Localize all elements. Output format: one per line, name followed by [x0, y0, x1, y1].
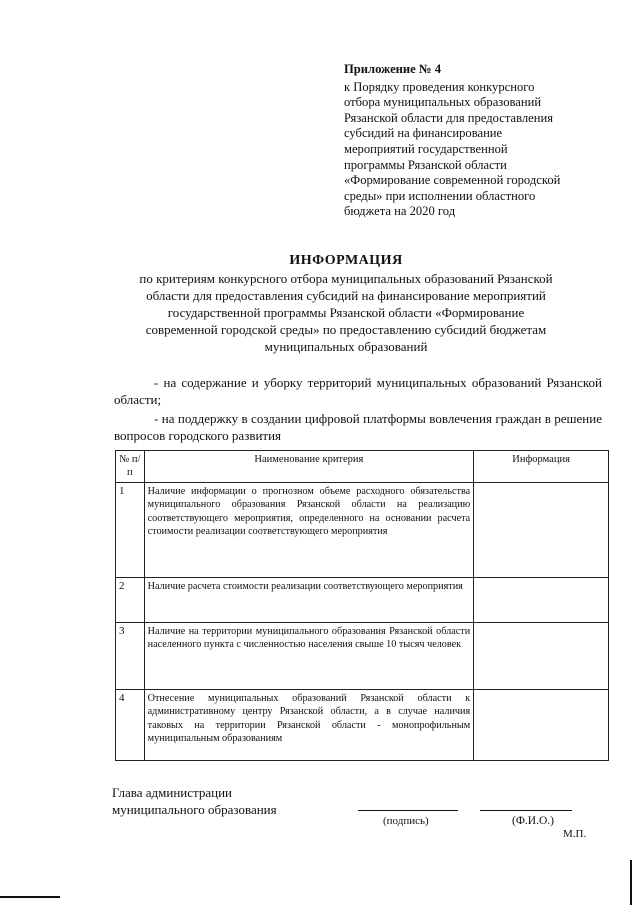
- row-criterion: Отнесение муниципальных образований Рязанской области к административному центру Рязанской области, а в случае наличия таковых на территории Рязанской области - монопрофильным муниципальным образованиям: [144, 689, 474, 760]
- signature-organization: муниципального образования: [112, 802, 277, 817]
- appendix-block: [344, 62, 614, 220]
- appendix-line: бюджета на 2020 год: [344, 204, 456, 219]
- signature-position: Глава администрации: [112, 785, 233, 800]
- bullet-list: [114, 375, 602, 447]
- row-criterion: Наличие на территории муниципального образования Рязанской области населенного пункта с численностью населения свыше 10 тысяч человек: [144, 622, 474, 689]
- heading-line: государственной программы Рязанской области «Формирование: [167, 305, 525, 320]
- header-num: № п/п: [116, 451, 145, 483]
- appendix-line: отбора муниципальных образований: [344, 95, 542, 110]
- heading-line: муниципальных образований: [264, 339, 428, 354]
- header-info: Информация: [474, 451, 609, 483]
- row-criterion: Наличие расчета стоимости реализации соответствующего мероприятия: [144, 577, 474, 622]
- heading-line: современной городской среды» по предоставлению субсидий бюджетам: [145, 322, 547, 337]
- header-name: Наименование критерия: [144, 451, 474, 483]
- row-num: 3: [116, 622, 145, 689]
- bullet-item: - на содержание и уборку территорий муниципальных образований Рязанской области;: [114, 375, 602, 407]
- criteria-table: [115, 450, 609, 761]
- appendix-line: мероприятий государственной: [344, 141, 508, 156]
- stamp-place: М.П.: [563, 828, 587, 840]
- appendix-line: среды» при исполнении областного: [344, 188, 536, 203]
- document-heading: [108, 252, 584, 355]
- signature-caption: (подпись): [383, 815, 429, 827]
- heading-line: области для предоставления субсидий на финансирование мероприятий: [146, 288, 546, 303]
- appendix-line: «Формирование современной городской: [344, 173, 561, 188]
- table-row: [116, 482, 609, 577]
- appendix-line: субсидий на финансирование: [344, 126, 503, 141]
- row-num: 2: [116, 577, 145, 622]
- signature-line: [358, 810, 458, 811]
- row-num: 1: [116, 482, 145, 577]
- footer-rule: [0, 896, 60, 898]
- row-info: [474, 689, 609, 760]
- appendix-line: Рязанской области для предоставления: [344, 110, 553, 125]
- table-row: [116, 689, 609, 760]
- appendix-line: программы Рязанской области: [344, 157, 507, 172]
- scan-edge-mark: [630, 860, 632, 905]
- row-info: [474, 577, 609, 622]
- heading-title: ИНФОРМАЦИЯ: [289, 253, 403, 268]
- appendix-title: Приложение № 4: [344, 62, 442, 76]
- row-criterion: Наличие информации о прогнозном объеме расходного обязательства муниципального образования Рязанской области на реализацию соответствующего мероприятия, определенного на основании расчета стоимости реализации соответствующего мероприятия: [144, 482, 474, 577]
- table-row: [116, 622, 609, 689]
- row-num: 4: [116, 689, 145, 760]
- name-caption: (Ф.И.О.): [512, 815, 554, 827]
- heading-line: по критериям конкурсного отбора муниципальных образований Рязанской: [139, 271, 553, 286]
- row-info: [474, 622, 609, 689]
- table-row: [116, 577, 609, 622]
- table-header-row: [116, 451, 609, 483]
- name-line: [480, 810, 572, 811]
- signature-block: [112, 784, 277, 818]
- bullet-item: - на поддержку в создании цифровой платформы вовлечения граждан в решение вопросов городского развития: [114, 411, 602, 443]
- appendix-line: к Порядку проведения конкурсного: [344, 79, 535, 94]
- row-info: [474, 482, 609, 577]
